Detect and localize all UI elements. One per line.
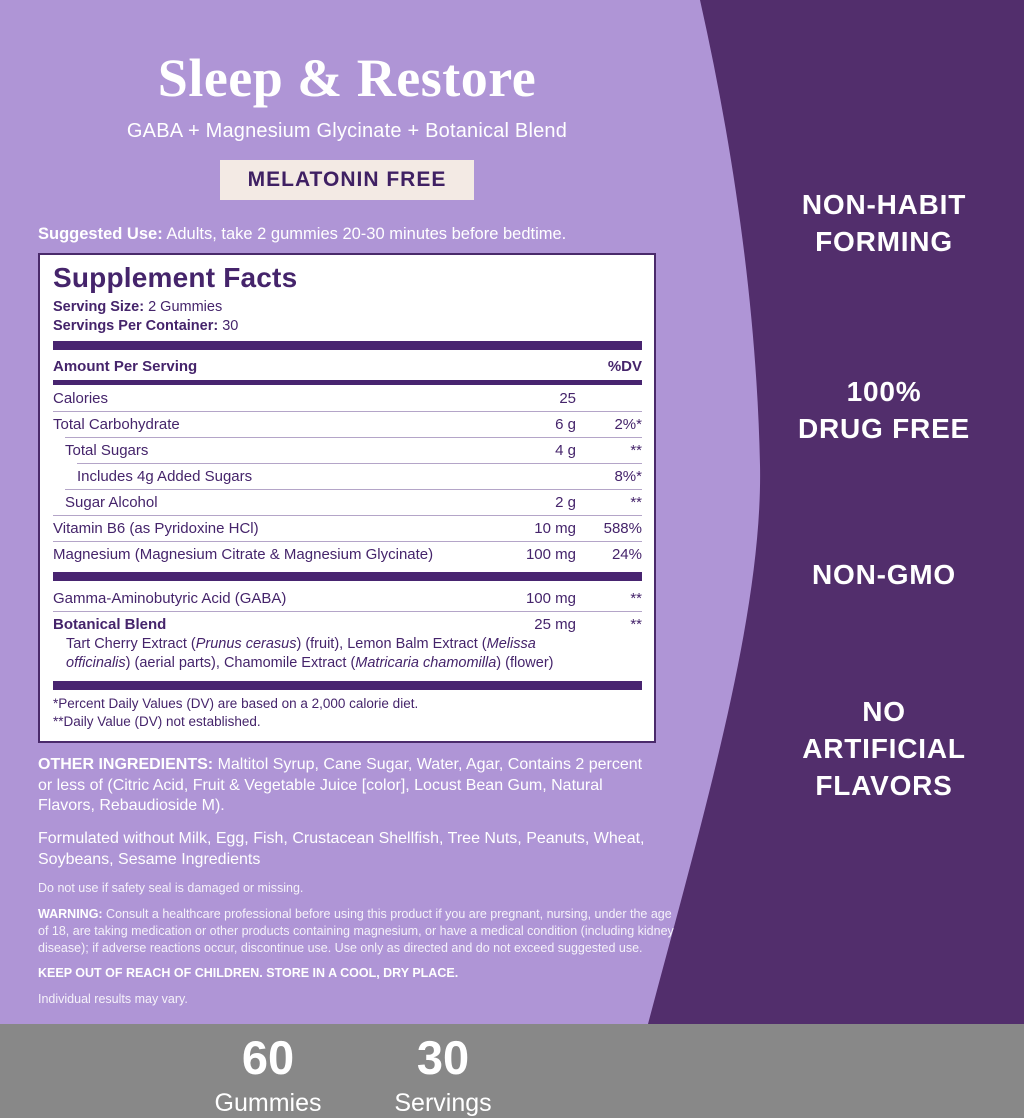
label-header: [38, 50, 656, 200]
supplement-facts-panel: [38, 253, 656, 743]
warning-paragraph: [38, 906, 678, 957]
fact-row-botanical-blend: Botanical Blend 25 mg **: [53, 616, 642, 634]
servings-count-value: 30: [416, 1031, 470, 1085]
other-ingredients-label: OTHER INGREDIENTS:: [38, 755, 214, 773]
fact-row-sugar-alcohol: Sugar Alcohol 2 g **: [65, 494, 642, 512]
warning-text: Consult a healthcare professional before using this product if you are pregnant, nursing, under the age of 18, are taking medication or other products containing magnesium, or have a medical condition (including kidney disease); if adverse reactions occur, discontinue use. Use only as directed and do not exceed suggested use.: [38, 906, 674, 955]
other-ingredients: [38, 755, 656, 817]
dv-header: %DV: [607, 358, 642, 376]
product-title: Sleep & Restore: [157, 48, 537, 108]
serving-size: [53, 298, 642, 317]
other-ingredients-text: Maltitol Syrup, Cane Sugar, Water, Agar, Contains 2 percent or less of (Citric Acid, Fruit & Vegetable Juice [color], Locust Bean Gum, Natural Flavors, Rebaudioside M).: [38, 755, 643, 815]
suggested-use-text: Adults, take 2 gummies 20-30 minutes before bedtime.: [162, 224, 567, 243]
melatonin-free-badge: MELATONIN FREE: [220, 160, 475, 200]
fact-row-total-sugars: Total Sugars 4 g **: [65, 442, 642, 460]
fact-row-calories: Calories 25: [53, 390, 576, 408]
servings-per-container: [53, 317, 642, 336]
fact-row-gaba: Gamma-Aminobutyric Acid (GABA) 100 mg **: [53, 590, 642, 608]
suggested-use: [38, 225, 656, 244]
individual-results-notice: Individual results may vary.: [38, 992, 188, 1007]
safety-seal-notice: Do not use if safety seal is damaged or missing.: [38, 880, 304, 895]
facts-column-headers: [53, 355, 642, 378]
servings-per-container-label: Servings Per Container:: [53, 318, 219, 335]
product-subtitle: GABA + Magnesium Glycinate + Botanical Blend: [126, 119, 568, 142]
serving-size-value: 2 Gummies: [144, 299, 223, 316]
facts-footnotes: [53, 695, 642, 731]
gummies-count: [188, 1031, 348, 1118]
count-badges: [38, 1031, 656, 1118]
fact-row-added-sugars: Includes 4g Added Sugars 8%*: [77, 468, 642, 486]
botanical-blend-description: Tart Cherry Extract (Prunus cerasus) (fruit), Lemon Balm Extract (Melissa officinalis) (aerial parts), Chamomile Extract (Matricaria chamomilla) (flower): [66, 636, 554, 671]
label-left-column: [38, 0, 674, 1118]
servings-count: [363, 1031, 523, 1118]
gummies-count-value: 60: [241, 1031, 295, 1085]
fact-row-magnesium: Magnesium (Magnesium Citrate & Magnesium Glycinate) 100 mg 24%: [53, 546, 642, 564]
fact-row-total-carbohydrate: Total Carbohydrate 6 g 2%*: [53, 416, 642, 434]
claim-non-gmo: NON-GMO: [811, 559, 957, 590]
divider-bar: [53, 380, 642, 385]
claim-non-habit-forming: NON-HABIT FORMING: [801, 189, 967, 258]
claim-no-artificial-flavors: NO ARTIFICIAL FLAVORS: [802, 696, 966, 802]
divider-bar: [53, 341, 642, 350]
amount-per-serving-header: Amount Per Serving: [53, 358, 198, 376]
divider-bar: [53, 681, 642, 690]
warning-label: WARNING:: [38, 906, 103, 921]
serving-size-label: Serving Size:: [53, 299, 145, 316]
supplement-facts-title: Supplement Facts: [53, 261, 298, 293]
servings-per-container-value: 30: [218, 318, 239, 335]
claim-drug-free: 100% DRUG FREE: [797, 376, 971, 445]
suggested-use-label: Suggested Use:: [38, 224, 163, 243]
servings-count-label: Servings: [394, 1089, 492, 1118]
formulated-without: Formulated without Milk, Egg, Fish, Crustacean Shellfish, Tree Nuts, Peanuts, Wheat, Soybeans, Sesame Ingredients: [38, 830, 645, 869]
divider-bar: [53, 572, 642, 581]
gummies-count-label: Gummies: [214, 1089, 322, 1118]
footnote-dv-percent: *Percent Daily Values (DV) are based on a 2,000 calorie diet.: [53, 696, 419, 712]
fact-row-vitamin-b6: Vitamin B6 (as Pyridoxine HCl) 10 mg 588%: [53, 520, 642, 538]
footnote-dv-not-established: **Daily Value (DV) not established.: [53, 714, 261, 730]
keep-out-of-reach-notice: KEEP OUT OF REACH OF CHILDREN. STORE IN A COOL, DRY PLACE.: [38, 966, 459, 981]
